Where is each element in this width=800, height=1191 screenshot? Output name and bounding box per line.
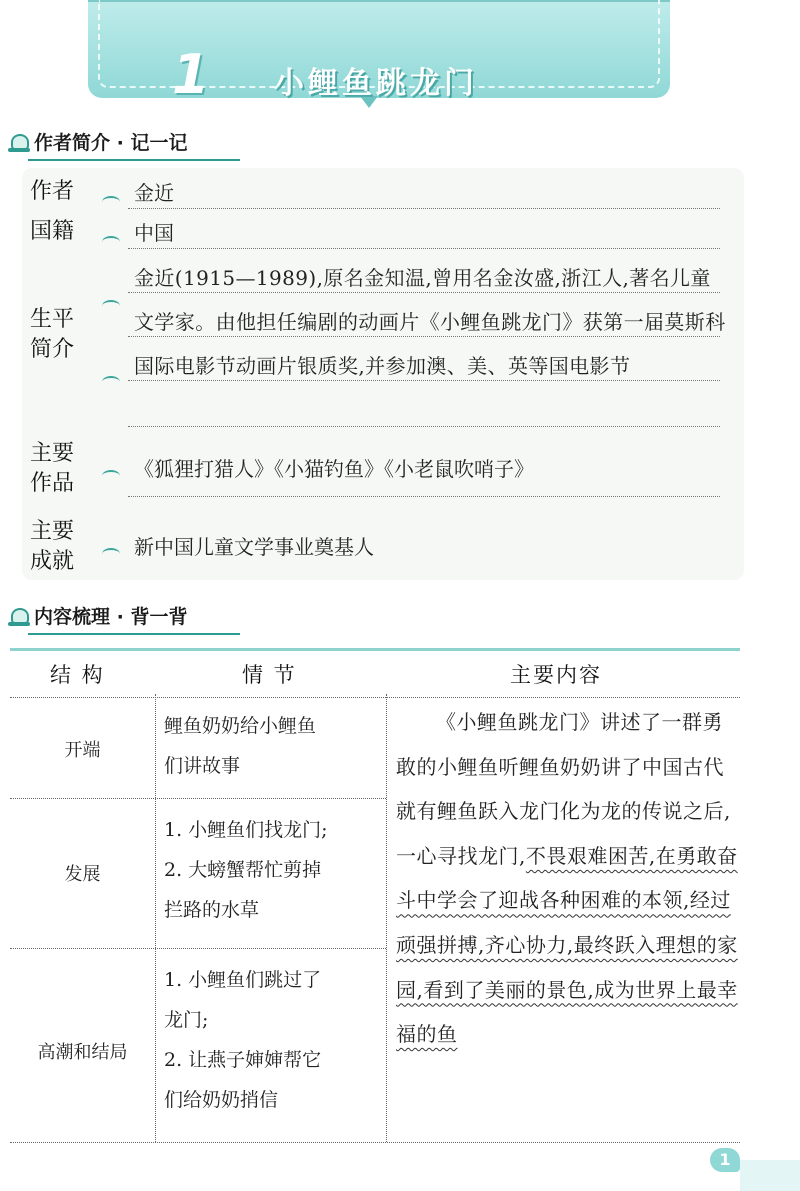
label-author: 作者	[30, 179, 75, 204]
plot-line: 们给奶奶捎信	[164, 1089, 279, 1111]
column-plot: 情 节	[242, 663, 297, 687]
author-section-heading	[8, 128, 187, 155]
main-content-text	[396, 700, 740, 1057]
content-section-heading	[8, 602, 187, 629]
label-bio-line2: 简介	[30, 337, 75, 362]
page-number: 1	[710, 1148, 740, 1172]
value-author: 金近	[134, 181, 174, 205]
author-section-title: 作者简介 · 记一记	[34, 132, 188, 154]
table-header	[10, 648, 740, 698]
label-bio-line1: 生平	[30, 307, 75, 332]
plot-line: 2. 大螃蟹帮忙剪掉	[164, 859, 322, 881]
value-nationality: 中国	[134, 221, 174, 245]
lesson-number: 1	[172, 43, 210, 106]
plot-line: 拦路的水草	[164, 899, 260, 921]
column-main-content: 主要内容	[510, 663, 602, 687]
row-divider	[128, 336, 720, 337]
heading-underline	[28, 159, 240, 161]
row-divider	[128, 380, 720, 381]
structure-development: 发展	[64, 864, 101, 885]
label-works-line1: 主要	[30, 441, 75, 466]
row-divider	[128, 292, 720, 293]
row-divider	[128, 496, 720, 497]
plot-line: 龙门;	[164, 1009, 209, 1031]
bell-icon	[8, 132, 30, 152]
plot-climax-ending	[164, 960, 384, 1120]
tick-icon	[102, 300, 120, 312]
tick-icon	[102, 548, 120, 560]
row-divider	[128, 208, 720, 209]
tick-icon	[102, 470, 120, 482]
plot-line: 1. 小鲤鱼们跳过了	[164, 969, 322, 991]
row-divider	[10, 948, 386, 949]
plot-line: 鲤鱼奶奶给小鲤鱼	[164, 715, 317, 737]
plot-development	[164, 810, 384, 930]
tick-icon	[102, 236, 120, 248]
label-works-line2: 作品	[30, 471, 75, 496]
row-divider	[128, 248, 720, 249]
label-nationality: 国籍	[30, 219, 75, 244]
page-corner	[740, 1160, 800, 1191]
column-structure: 结 构	[50, 663, 105, 687]
column-divider	[386, 694, 387, 1142]
main-content-plain: 《小鲤鱼跳龙门》讲述了一群勇敢的小鲤鱼听鲤鱼奶奶讲了中国古代就有鲤鱼跃入龙门化为龙的传说之后,一心寻找龙门,	[396, 710, 731, 868]
tick-icon	[102, 196, 120, 208]
main-content-underlined: 不畏艰难困苦,在勇敢奋斗中学会了迎战各种困难的本领,经过顽强拼搏,齐心协力,最终跃入理想的家园,看到了美丽的景色,成为世界上最幸福的鱼	[396, 843, 738, 1047]
content-table	[10, 648, 740, 1144]
bell-icon	[8, 606, 30, 626]
row-divider	[128, 426, 720, 427]
value-works: 《狐狸打猎人》《小猫钓鱼》《小老鼠吹哨子》	[134, 457, 534, 481]
lesson-title: 小鲤鱼跳龙门	[274, 66, 478, 101]
value-achievement: 新中国儿童文学事业奠基人	[134, 535, 374, 559]
table-bottom-border	[10, 1142, 740, 1143]
plot-line: 1. 小鲤鱼们找龙门;	[164, 819, 328, 841]
plot-line: 2. 让燕子婶婶帮它	[164, 1049, 322, 1071]
heading-underline	[28, 633, 240, 635]
plot-line: 们讲故事	[164, 755, 241, 777]
column-divider	[155, 694, 156, 1142]
label-achievement-line1: 主要	[30, 519, 75, 544]
value-biography: 金近(1915—1989),原名金知温,曾用名金汝盛,浙江人,著名儿童文学家。由他担任编剧的动画片《小鲤鱼跳龙门》获第一届莫斯科国际电影节动画片银质奖,并参加澳、美、英等国电影节	[134, 266, 726, 378]
structure-opening: 开端	[64, 740, 101, 761]
structure-climax-ending: 高潮和结局	[37, 1042, 128, 1063]
row-divider	[10, 798, 386, 799]
label-achievement-line2: 成就	[30, 549, 75, 574]
tick-icon	[102, 376, 120, 388]
plot-opening	[164, 706, 384, 786]
content-section-title: 内容梳理 · 背一背	[34, 606, 188, 628]
